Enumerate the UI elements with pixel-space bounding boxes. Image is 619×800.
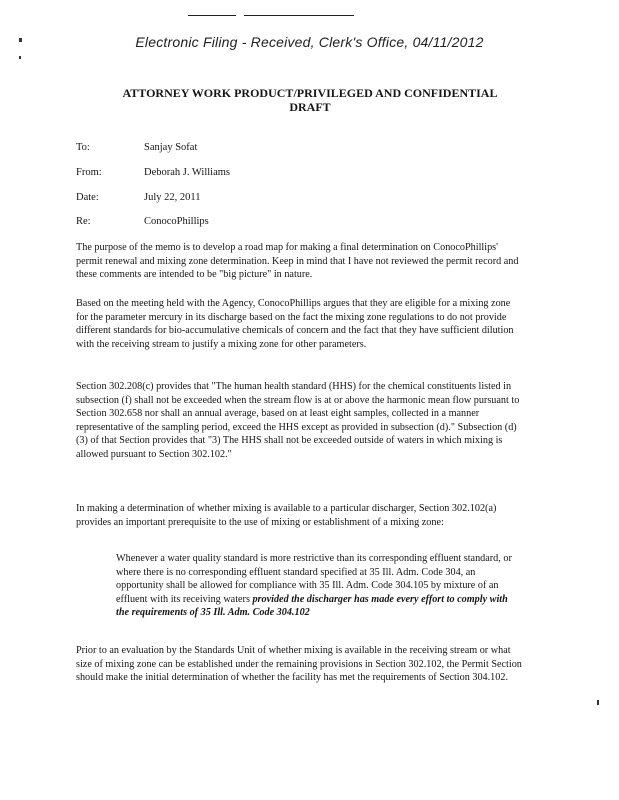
paragraph-section-302-208: Section 302.208(c) provides that "The human health standard (HHS) for the chemical constituents listed in subsection (f) shall not be exceeded when the stream flow is at or above the harmonic mean flow pursuant to Section 302.658 nor shall an annual average, based on at least eight samples, collected in a manner representative of the sampling period, exceed the HHS except as provided in subsection (d)." Subsection (d)(3) of that Section provides that "3) The HHS shall not be exceeded outside of waters in which mixing is allowed pursuant to Section 302.102." [76, 381, 520, 460]
memo-from-value: Deborah J. Williams [144, 167, 230, 178]
memo-to-value: Sanjay Sofat [144, 142, 198, 153]
quote-emphasis: provided the discharger has made every effort to comply with the requirements of 35 Ill. Adm. Code 304.102 [116, 593, 508, 618]
scan-mark [19, 56, 21, 59]
memo-re-value: ConocoPhillips [144, 216, 209, 227]
heading-line-2: DRAFT [289, 100, 331, 114]
memo-to-label: To: [76, 142, 90, 153]
memo-re-label: Re: [76, 216, 91, 227]
header-rule-left [188, 15, 236, 16]
block-quote-302-102 [116, 552, 522, 620]
memo-date-label: Date: [76, 192, 99, 203]
paragraph-mixing-determination: In making a determination of whether mixing is available to a particular discharger, Section 302.102(a) provides an important prerequisite to the use of mixing or establishment of a mixing zone: [76, 503, 497, 528]
memo-from-label: From: [76, 167, 102, 178]
memo-date-value: July 22, 2011 [144, 192, 201, 203]
heading-line-1: ATTORNEY WORK PRODUCT/PRIVILEGED AND CONFIDENTIAL [122, 86, 498, 100]
header-rule-right [244, 15, 354, 16]
quote-text: Whenever a water quality standard is more restrictive than its corresponding effluent standard, or where there is no corresponding effluent standard specified at 35 Ill. Adm. Code 304, an opportunity shall be allowed for compliance with 35 Ill. Adm. Code 304.105 by mixture of an effluent with its receiving waters [116, 553, 512, 605]
paragraph-meeting: Based on the meeting held with the Agency, ConocoPhillips argues that they are eligible for a mixing zone for the parameter mercury in its discharge based on the fact the mixing zone regulations to do not provide different standards for bio-accumulative chemicals of concern and the fact that they have sufficient dilution with the receiving stream to justify a mixing zone for other parameters. [76, 298, 514, 350]
document-heading [80, 86, 540, 114]
paragraph-purpose: The purpose of the memo is to develop a road map for making a final determination on ConocoPhillips' permit renewal and mixing zone determination. Keep in mind that I have not reviewed the permit record and these comments are intended to be "big picture" in nature. [76, 242, 519, 280]
filing-stamp: Electronic Filing - Received, Clerk's Office, 04/11/2012 [135, 34, 484, 50]
scan-mark [597, 700, 599, 705]
paragraph-prior-evaluation: Prior to an evaluation by the Standards Unit of whether mixing is available in the receiving stream or what size of mixing zone can be established under the remaining provisions in Section 302.102, the Permit Section should make the initial determination of whether the facility has met the requirements of Section 304.102. [76, 645, 522, 683]
